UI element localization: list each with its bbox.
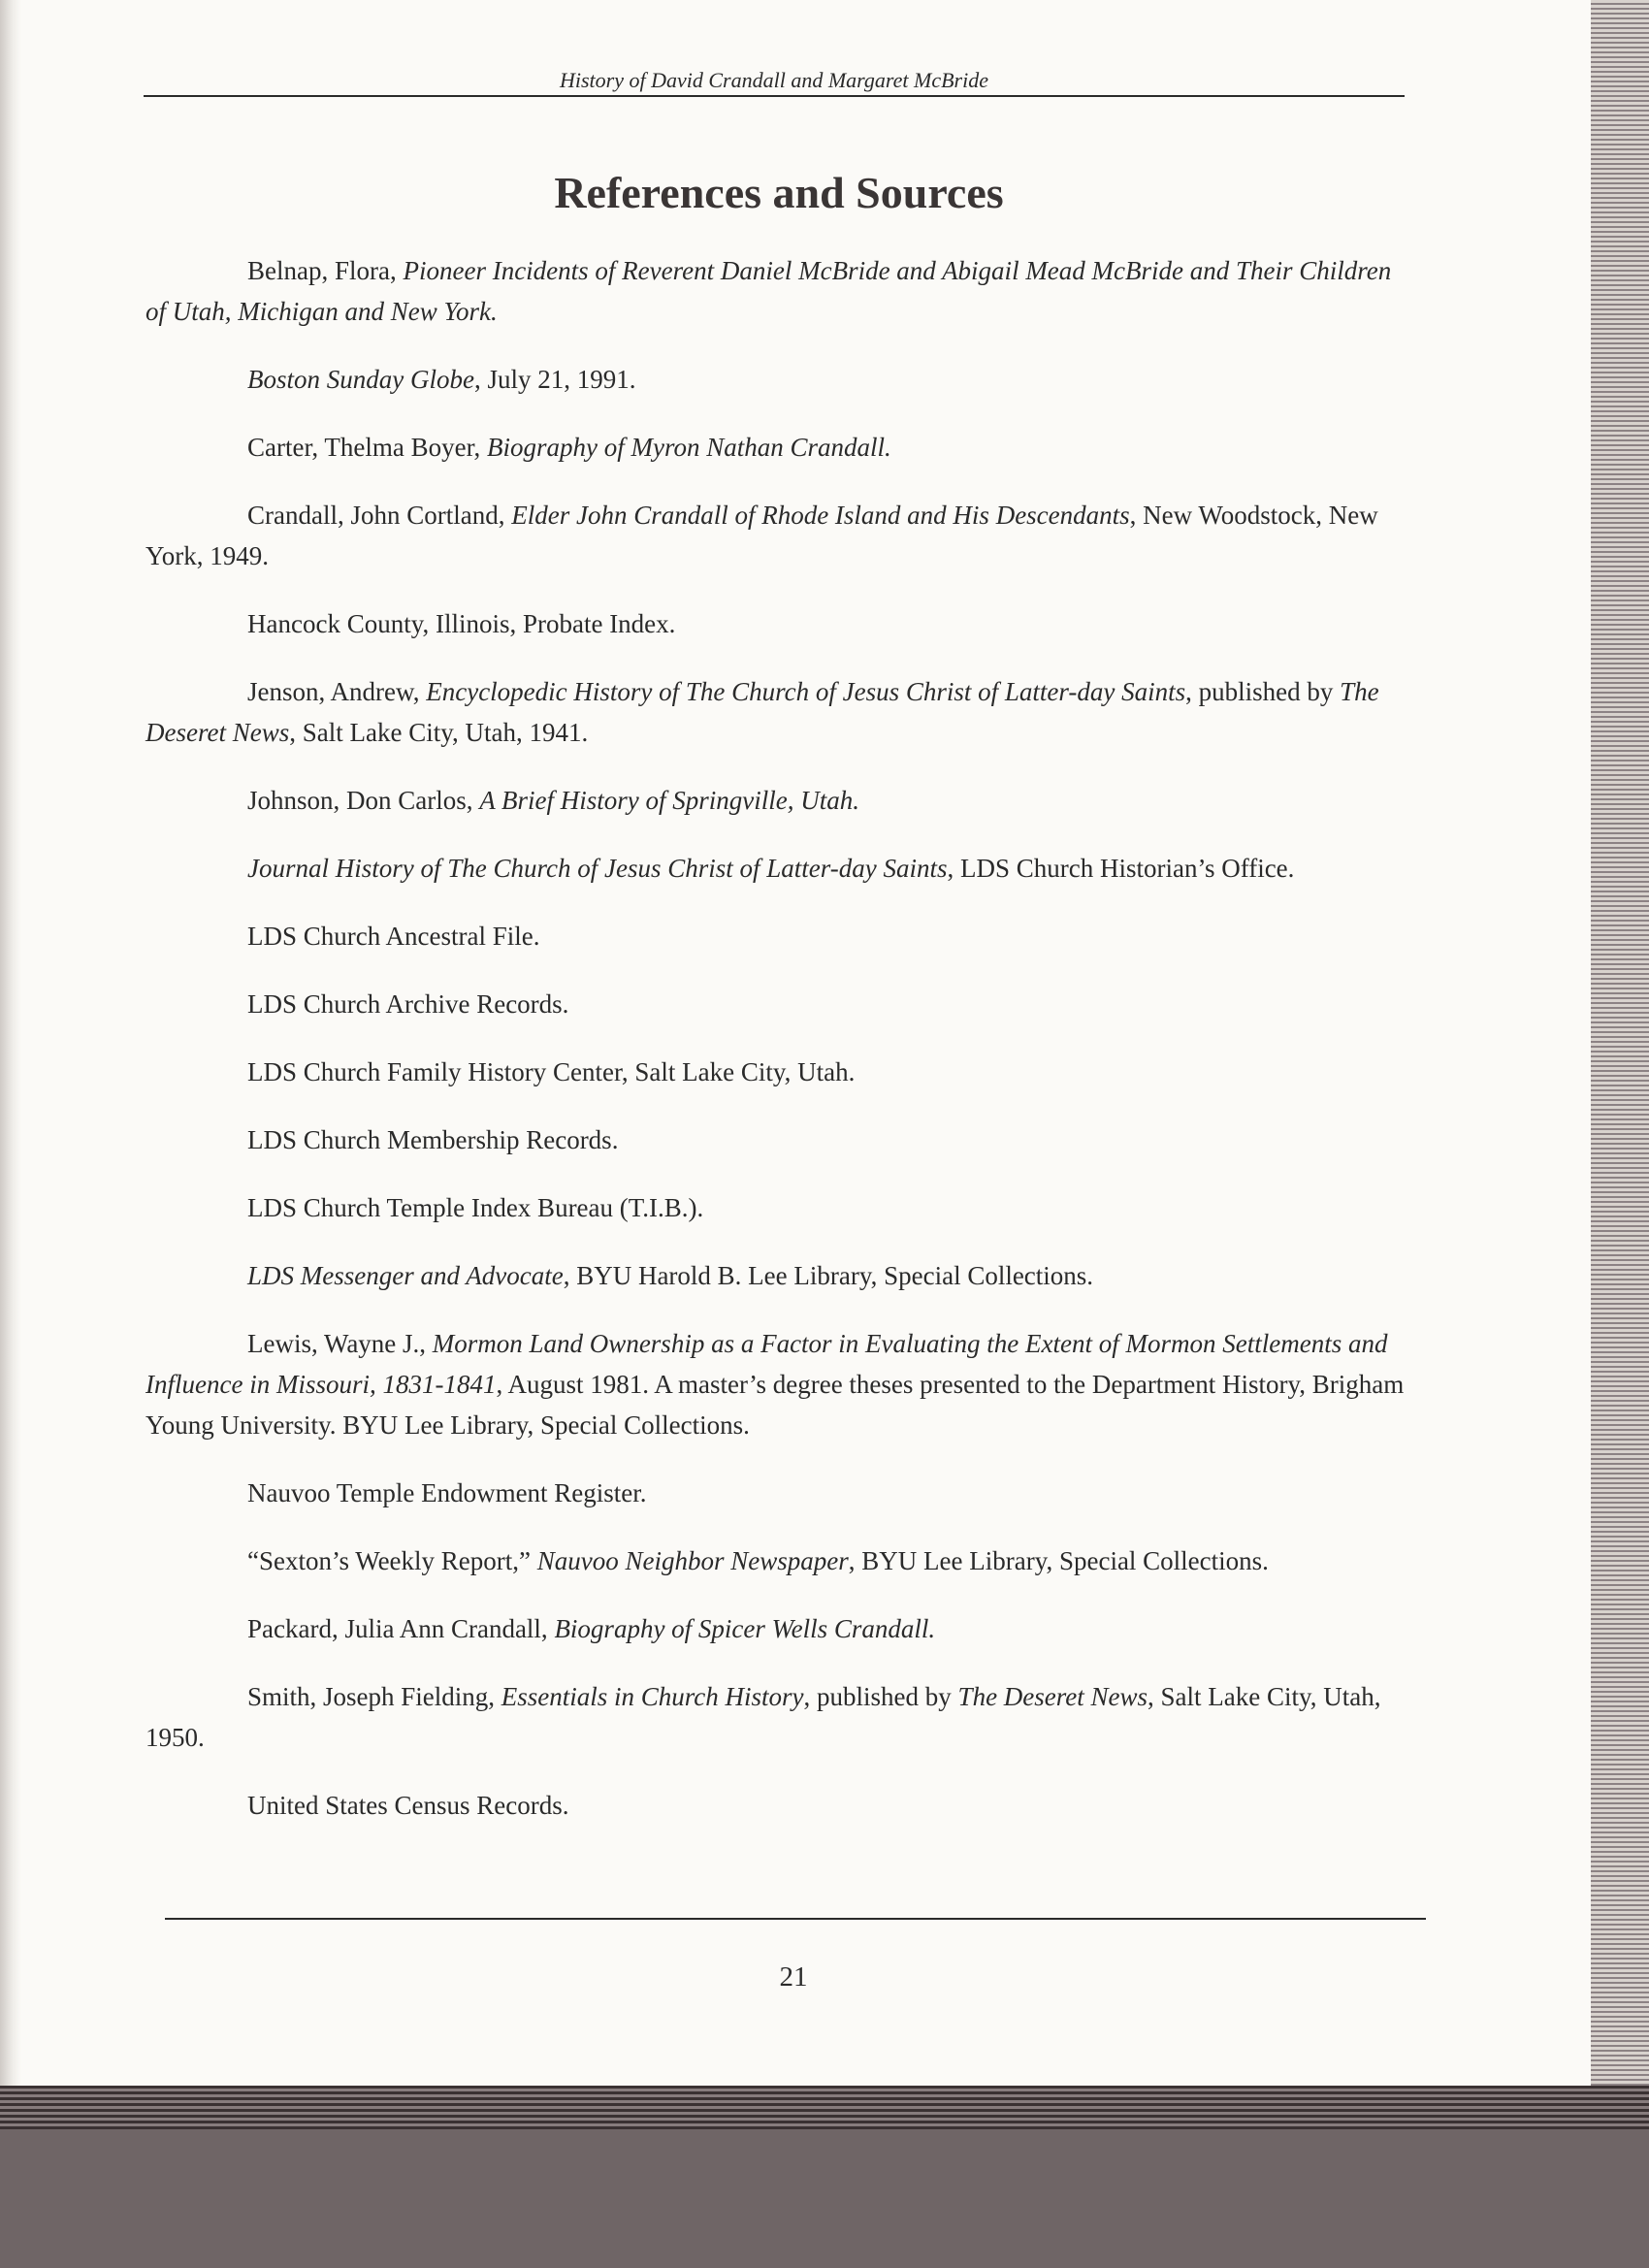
reference-text: , published by (1185, 677, 1341, 706)
reference-text: , New Woodstock, New York, 1949. (146, 501, 1378, 570)
page-binding-shadow (0, 0, 21, 2086)
reference-entry (146, 671, 1416, 753)
reference-entry (146, 1608, 1416, 1649)
reference-text: Crandall, John Cortland, (247, 501, 512, 530)
reference-title: The Deseret News (146, 677, 1379, 747)
reference-text: LDS Church Family History Center, Salt Lake City, Utah. (247, 1057, 856, 1086)
reference-text: Johnson, Don Carlos, (247, 786, 480, 815)
reference-entry (146, 1323, 1416, 1445)
reference-entry (146, 1473, 1416, 1513)
reference-entry (146, 250, 1416, 332)
reference-entry (146, 359, 1416, 400)
reference-text: LDS Church Archive Records. (247, 989, 569, 1019)
reference-entry (146, 1187, 1416, 1228)
reference-entry (146, 1119, 1416, 1160)
reference-text: Jenson, Andrew, (247, 677, 427, 706)
reference-entry (146, 1255, 1416, 1296)
reference-entry (146, 603, 1416, 644)
reference-entry (146, 1052, 1416, 1092)
reference-text: “Sexton’s Weekly Report,” (247, 1546, 537, 1575)
footer-rule (165, 1918, 1426, 1920)
reference-title: Encyclopedic History of The Church of Jesus Christ of Latter-day Saints (426, 677, 1186, 706)
reference-title: Essentials in Church History (501, 1682, 804, 1711)
reference-text: , published by (803, 1682, 958, 1711)
reference-text: , Salt Lake City, Utah, 1950. (146, 1682, 1381, 1752)
reference-text: LDS Church Membership Records. (247, 1125, 619, 1154)
page-edges-right (1591, 0, 1649, 2124)
reference-text: LDS Church Ancestral File. (247, 922, 540, 951)
reference-entry (146, 848, 1416, 889)
reference-entry (146, 1676, 1416, 1758)
running-head: History of David Crandall and Margaret McBride (560, 68, 988, 92)
reference-title: A Brief History of Springville, Utah. (479, 786, 859, 815)
reference-title: The Deseret News (957, 1682, 1148, 1711)
reference-text: United States Census Records. (247, 1791, 569, 1820)
reference-text: , LDS Church Historian’s Office. (947, 854, 1295, 883)
reference-title: Elder John Crandall of Rhode Island and His Descendants (511, 501, 1130, 530)
reference-text: Hancock County, Illinois, Probate Index. (247, 609, 676, 638)
reference-text: , July 21, 1991. (473, 365, 636, 394)
reference-entry (146, 780, 1416, 821)
reference-entry (146, 427, 1416, 468)
page-edges-bottom (0, 2086, 1649, 2129)
page-number: 21 (779, 1961, 808, 1993)
reference-text: LDS Church Temple Index Bureau (T.I.B.). (247, 1193, 704, 1222)
reference-title: Mormon Land Ownership as a Factor in Evaluating the Extent of Mormon Settlements and Influence in Missouri, 1831-1841 (146, 1329, 1388, 1399)
reference-title: Boston Sunday Globe (247, 365, 474, 394)
header-rule (144, 95, 1405, 97)
reference-list (146, 250, 1416, 1853)
reference-title: Biography of Spicer Wells Crandall. (554, 1614, 936, 1643)
reference-text: Lewis, Wayne J., (247, 1329, 433, 1358)
reference-text: Nauvoo Temple Endowment Register. (247, 1478, 647, 1507)
reference-text: Carter, Thelma Boyer, (247, 433, 488, 462)
reference-entry (146, 495, 1416, 576)
reference-entry (146, 916, 1416, 956)
reference-text: Smith, Joseph Fielding, (247, 1682, 501, 1711)
reference-text: Packard, Julia Ann Crandall, (247, 1614, 555, 1643)
reference-text: , August 1981. A master’s degree theses presented to the Department History, Brigham Young University. BYU Lee Library, Special Collections. (146, 1370, 1405, 1440)
reference-title: LDS Messenger and Advocate (247, 1261, 564, 1290)
reference-title: Pioneer Incidents of Reverent Daniel McBride and Abigail Mead McBride and Their Children of Utah, Michigan and New York. (146, 256, 1392, 326)
reference-text: , Salt Lake City, Utah, 1941. (289, 718, 589, 747)
page-title: References and Sources (554, 168, 1004, 217)
reference-entry (146, 1540, 1416, 1581)
reference-text: Belnap, Flora, (247, 256, 404, 285)
reference-title: Biography of Myron Nathan Crandall. (487, 433, 891, 462)
reference-title: Nauvoo Neighbor Newspaper (536, 1546, 849, 1575)
reference-text: , BYU Lee Library, Special Collections. (848, 1546, 1269, 1575)
reference-entry (146, 984, 1416, 1024)
reference-title: Journal History of The Church of Jesus Christ of Latter-day Saints (247, 854, 948, 883)
reference-text: , BYU Harold B. Lee Library, Special Collections. (563, 1261, 1094, 1290)
reference-entry (146, 1785, 1416, 1826)
